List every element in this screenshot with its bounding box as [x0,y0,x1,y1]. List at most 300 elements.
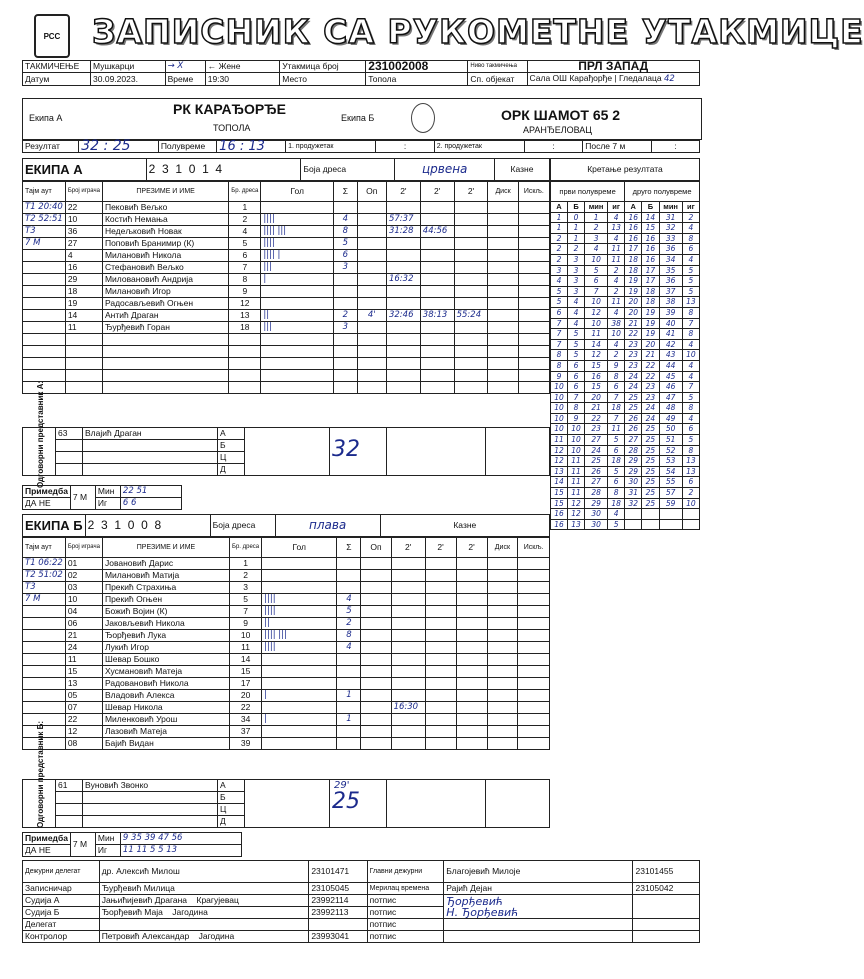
progression-cell: 20 [625,297,642,308]
progression-cell: 2 [608,286,625,297]
progression-cell: 10 [551,413,568,424]
player-jersey-no: 37 [230,726,262,738]
player-goals [262,582,337,594]
player-no: 10 [65,594,102,606]
player-2min-1 [391,570,425,582]
progression-cell: 18 [642,286,659,297]
player-goals [262,678,337,690]
player-2min-1: 57:37 [386,214,420,226]
control-label: Контролор [23,931,100,943]
progression-cell: 6 [551,307,568,318]
player-2min-1 [391,558,425,570]
player-warn [361,630,391,642]
progression-row [551,424,700,435]
progression-cell: 14 [642,212,659,223]
player-excl [518,714,550,726]
player-sum [334,358,357,370]
sevenm-b-ishod: 11 11 5 5 13 [120,845,241,857]
player-no: 15 [65,666,102,678]
progression-col: Б [642,202,659,213]
player-excl [518,606,550,618]
progression-cell: 46 [659,382,682,393]
progression-cell: 5 [568,350,585,361]
progression-cell: 11 [608,254,625,265]
player-2min-1 [386,346,420,358]
player-name: Лазовић Матеја [102,726,229,738]
timeout-cell [23,666,66,678]
officials-footer [22,860,700,943]
progression-cell: 11 [608,244,625,255]
player-sum: 2 [337,618,361,630]
official-b-name: Вуновић Звонко [83,780,218,792]
player-warn [357,298,386,310]
progression-cell: 23 [625,360,642,371]
progression-cell: 8 [608,488,625,499]
player-2min-2: 44:56 [420,226,454,238]
progression-cell: 21 [585,403,608,414]
player-2min-1 [386,358,420,370]
player-no: 16 [65,262,102,274]
progression-cell: 16 [642,254,659,265]
player-goals: | [261,274,334,286]
player-2min-2 [425,690,456,702]
sum-col: Σ [334,182,357,202]
player-2min-1 [386,286,420,298]
progression-cell: 10 [568,445,585,456]
player-jersey-no: 2 [230,570,262,582]
player-excl [518,690,550,702]
progression-cell: 8 [682,403,699,414]
player-2min-2 [425,714,456,726]
player-warn [361,618,391,630]
refb-id: 23992113 [309,907,367,919]
progression-cell: 19 [625,286,642,297]
progression-row [551,329,700,340]
player-2min-3 [454,370,488,382]
player-excl [518,310,549,322]
player-sum: 1 [337,690,361,702]
player-name [102,382,228,394]
player-disq [488,346,518,358]
progression-cell: 28 [625,445,642,456]
timeout-cell: T3 [23,226,66,238]
player-2min-2 [425,678,456,690]
progression-cell: 7 [682,382,699,393]
progression-cell: 11 [608,297,625,308]
progression-cell: 10 [551,392,568,403]
player-warn [361,690,391,702]
player-disq [488,322,518,334]
progression-cell: 1 [568,233,585,244]
player-name: Јовановић Дарис [102,558,229,570]
progression-cell: 7 [608,413,625,424]
timeout-cell [23,262,66,274]
player-no: 27 [65,238,102,250]
note-b-yesno: ДА НЕ [23,845,71,857]
progression-row [551,519,700,530]
progression-cell: 13 [682,466,699,477]
player-2min-3 [456,702,487,714]
progression-cell: 10 [585,254,608,265]
player-2min-1 [386,322,420,334]
player-excl [518,630,550,642]
progression-cell: 7 [568,392,585,403]
progression-cell: 11 [608,424,625,435]
player-disq [488,310,518,322]
player-goals: ||| [261,262,334,274]
timekeeper-name: др. Алексић Милош [99,861,309,883]
player-excl [518,298,549,310]
timeout-cell [23,690,66,702]
progression-row [551,254,700,265]
player-warn [361,582,391,594]
progression-row [551,212,700,223]
venue-value: Сала ОШ Карађорђе | Гледалаца 42 [527,73,699,86]
player-jersey-no: 3 [230,582,262,594]
player-2min-1 [391,738,425,750]
progression-cell: 11 [568,456,585,467]
progression-cell: 11 [568,466,585,477]
player-2min-2 [420,202,454,214]
progression-cell: 6 [568,371,585,382]
progression-cell: 33 [659,233,682,244]
player-sum: 1 [337,714,361,726]
player-disq [488,202,518,214]
two1-col-b: 2' [391,538,425,558]
chief-name: Благојевић Милоје [444,861,633,883]
progression-cell: 5 [682,276,699,287]
table-row [23,618,550,630]
penalty-score: : [652,141,700,153]
table-row [23,298,550,310]
progression-cell [659,509,682,520]
progression-cell: 3 [585,233,608,244]
player-disq [488,298,518,310]
sevenm-a-ishod-label: Иг [95,498,120,510]
player-2min-2 [425,630,456,642]
player-excl [518,286,549,298]
player-warn [361,702,391,714]
progression-cell: 4 [682,413,699,424]
table-row [23,666,550,678]
player-disq [487,570,518,582]
progression-cell: 14 [585,339,608,350]
player-2min-2 [420,358,454,370]
player-goals: |||| [261,238,334,250]
sevenm-a-min-label: Мин [95,486,120,498]
ot2-score: : [524,141,582,153]
player-jersey-no: 7 [229,262,261,274]
player-2min-3 [454,298,488,310]
progression-cell: 2 [608,350,625,361]
progression-cell: 37 [659,286,682,297]
player-sum [334,286,357,298]
player-no: 04 [65,606,102,618]
progression-cell: 8 [682,329,699,340]
progression-cell: 23 [625,339,642,350]
player-disq [487,726,518,738]
progression-cell: 12 [551,445,568,456]
progression-cell: 11 [568,477,585,488]
player-2min-1 [391,666,425,678]
table-row [23,582,550,594]
player-name: Недељковић Новак [102,226,228,238]
player-sum [334,334,357,346]
name-col: ПРЕЗИМЕ И ИМЕ [102,182,228,202]
player-2min-1 [386,382,420,394]
player-no: 05 [65,690,102,702]
player-goals: |||| [262,594,337,606]
timeout-cell [23,322,66,334]
progression-cell [659,519,682,530]
player-sum: 3 [334,262,357,274]
progression-cell: 3 [568,254,585,265]
progression-cell: 5 [682,265,699,276]
progression-cell: 7 [585,286,608,297]
progression-cell: 2 [551,254,568,265]
timeout-cell [23,250,66,262]
progression-cell: 15 [551,498,568,509]
progression-cell: 4 [551,276,568,287]
player-excl [518,370,549,382]
match-no-label: Утакмица број [280,61,366,73]
player-goals [261,346,334,358]
warn-col: Оп [357,182,386,202]
table-row [23,654,550,666]
player-disq [488,238,518,250]
progression-cell: 4 [568,297,585,308]
sevenm-b-label: 7 М [70,833,95,857]
progression-cell [625,509,642,520]
progression-cell: 10 [551,382,568,393]
player-2min-3 [454,274,488,286]
progression-cell: 30 [585,509,608,520]
player-no [65,370,102,382]
player-jersey-no: 10 [230,630,262,642]
two3-col: 2' [454,182,488,202]
player-2min-3 [454,334,488,346]
progression-row [551,307,700,318]
player-sum [337,570,361,582]
progression-cell: 49 [659,413,682,424]
progression-cell: 40 [659,318,682,329]
official-letter-b: Б [218,440,245,452]
player-2min-2: 38:13 [420,310,454,322]
progression-row [551,265,700,276]
official-b-no: 61 [56,780,83,792]
player-disq [488,286,518,298]
second-half-label: друго полувреме [625,182,700,202]
player-jersey-no: 6 [229,250,261,262]
player-warn [357,262,386,274]
team-a-rep-label: Одговорни представник А: [36,380,45,488]
progression-cell: 8 [608,371,625,382]
player-2min-1 [391,726,425,738]
venue-label: Сп. објекат [468,73,527,86]
table-row [23,262,550,274]
warn-col-b: Оп [361,538,391,558]
player-sum: 4 [337,642,361,654]
progression-col: Б [568,202,585,213]
player-name: Стефановић Вељко [102,262,228,274]
progression-cell: 53 [659,456,682,467]
note-b-label: Примедба [23,833,71,845]
team-a-total: 32 [330,428,387,476]
player-goals: |||| [261,214,334,226]
refb-label: Судија Б [23,907,100,919]
player-excl [518,726,550,738]
disq-col-b: Диск [487,538,518,558]
no-col-b: Број играча [65,538,102,558]
progression-cell: 10 [551,424,568,435]
progression-cell: 22 [625,329,642,340]
control-name: Петровић Александар Јагодина [99,931,309,943]
progression-cell: 8 [551,350,568,361]
official-a-name: Влајић Драган [83,428,218,440]
progression-cell: 26 [585,466,608,477]
player-no: 22 [65,202,102,214]
progression-cell: 13 [551,466,568,477]
timeout-cell [23,654,66,666]
player-2min-2 [420,214,454,226]
progression-cell: 30 [585,519,608,530]
timeout-cell: 7 М [23,238,66,250]
player-name: Миловановић Андрија [102,274,228,286]
delegate-sign-label: потпис [367,919,444,931]
player-warn [357,322,386,334]
progression-cell: 19 [642,329,659,340]
progression-cell: 24 [585,445,608,456]
progression-cell: 16 [551,509,568,520]
score-progression-label: Кретање резултата [551,159,700,181]
team-b-jersey-label: Боја дреса [210,515,275,537]
progression-row [551,509,700,520]
progression-cell: 4 [682,254,699,265]
progression-cell: 2 [585,223,608,234]
progression-cell: 9 [608,360,625,371]
player-2min-1 [391,690,425,702]
progression-cell: 1 [551,212,568,223]
progression-cell: 4 [608,276,625,287]
progression-cell: 15 [585,382,608,393]
progression-row [551,244,700,255]
progression-cell: 17 [642,265,659,276]
player-disq [487,618,518,630]
player-disq [488,214,518,226]
player-excl [518,274,549,286]
progression-cell: 31 [659,212,682,223]
result-row [22,140,700,153]
player-warn [357,202,386,214]
player-no: 4 [65,250,102,262]
progression-cell [682,509,699,520]
player-name: Милановић Игор [102,286,228,298]
player-warn [361,654,391,666]
federation-logo-icon [34,14,70,58]
player-2min-3 [454,202,488,214]
official-b-letter-d: Д [218,816,245,828]
player-excl [518,322,549,334]
player-warn [357,346,386,358]
player-2min-3 [456,642,487,654]
player-name: Радосављевић Огњен [102,298,228,310]
player-disq [487,594,518,606]
player-2min-1 [391,714,425,726]
player-goals: | [262,714,337,726]
team-b-section [22,514,550,537]
progression-cell: 18 [642,297,659,308]
refb-sign-label: потпис [367,907,444,919]
team-b-digits: 2 3 1 0 0 8 [85,515,210,537]
sum-col-b: Σ [337,538,361,558]
halftime-label: Полувреме [158,141,216,153]
progression-col: мин [585,202,608,213]
progression-cell: 12 [568,509,585,520]
timeout-cell: T2 51:02 [23,570,66,582]
player-disq [487,678,518,690]
progression-row [551,360,700,371]
progression-cell: 6 [608,382,625,393]
progression-cell: 31 [625,488,642,499]
player-goals: |||| | [261,250,334,262]
player-name: Ђорђевић Лука [102,630,229,642]
team-b-crest-icon [411,103,435,133]
player-2min-3 [456,630,487,642]
player-2min-1: 16:32 [386,274,420,286]
player-warn [357,286,386,298]
player-jersey-no: 12 [229,298,261,310]
progression-cell: 10 [682,498,699,509]
player-2min-2 [425,642,456,654]
player-sum [334,346,357,358]
progression-cell: 25 [625,403,642,414]
player-2min-1: 32:46 [386,310,420,322]
player-disq [487,666,518,678]
timeout-cell [23,274,66,286]
player-goals [261,358,334,370]
player-warn [357,238,386,250]
player-2min-3 [456,570,487,582]
team-b-penalties-label: Казне [380,515,549,537]
progression-cell: 16 [551,519,568,530]
player-warn [357,370,386,382]
table-row [23,346,550,358]
player-goals: || [262,618,337,630]
player-no: 14 [65,310,102,322]
player-2min-2 [425,702,456,714]
player-name: Шевар Бошко [102,654,229,666]
chief-label: Главни дежурни [367,861,444,883]
player-2min-2 [425,558,456,570]
progression-cell: 35 [659,265,682,276]
player-warn [357,250,386,262]
player-sum [337,726,361,738]
player-warn [361,570,391,582]
player-excl [518,382,549,394]
player-excl [518,226,549,238]
table-row [23,370,550,382]
player-goals [262,558,337,570]
player-2min-1 [386,250,420,262]
progression-cell: 5 [568,329,585,340]
progression-cell: 19 [642,318,659,329]
player-no: 03 [65,582,102,594]
progression-cell [682,519,699,530]
progression-cell: 16 [625,223,642,234]
progression-row [551,233,700,244]
team-a-jersey-label: Боја дреса [301,159,395,181]
player-2min-2 [420,298,454,310]
